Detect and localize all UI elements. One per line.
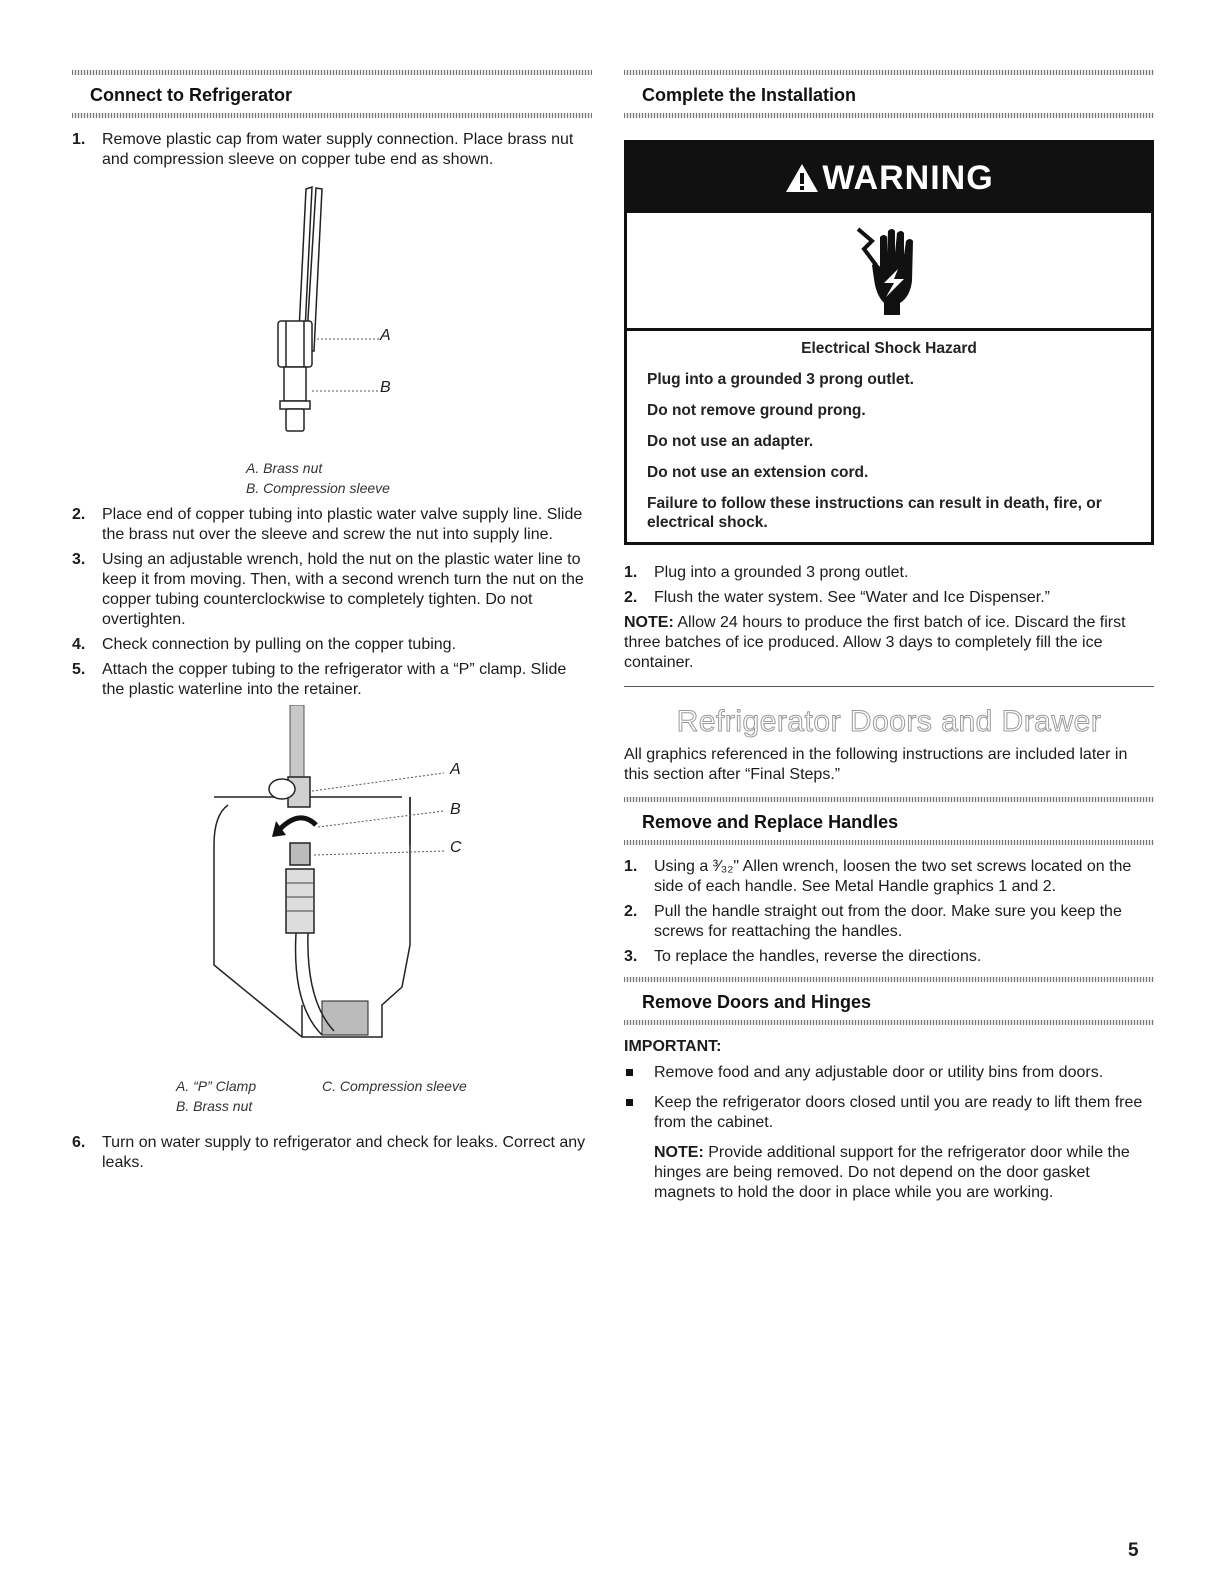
section-rule [72,70,592,75]
section-rule [624,977,1154,982]
warning-title: WARNING [822,158,994,197]
doors-intro: All graphics referenced in the following instructions are included later in this section after “Final Steps.” [624,746,1128,783]
figure1-label-a: A [380,327,391,344]
figure-p-clamp [72,705,592,1125]
page-number: 5 [1128,1540,1139,1561]
step-item: 1. Remove plastic cap from water supply connection. Place brass nut and compression sleeve on copper tube end as shown. [72,131,574,168]
figure1-label-b: B [380,379,391,396]
connect-steps-c [72,1133,592,1173]
warning-icon-row [627,213,1151,331]
handles-steps [624,857,1154,967]
step-item: 5. Attach the copper tubing to the refrigerator with a “P” clamp. Slide the plastic waterline into the retainer. [72,661,567,698]
step-item: 2. Place end of copper tubing into plastic water valve supply line. Slide the brass nut over the sleeve and screw the nut into supply line. [72,506,583,543]
hinges-bullets [624,1063,1154,1133]
doors-drawer-title: Refrigerator Doors and Drawer [676,705,1102,738]
figure2-label-c: C [450,839,462,856]
warning-line: Do not use an adapter. [647,433,814,450]
warning-hazard: Electrical Shock Hazard [801,340,977,357]
figure1-caption-a: A. Brass nut [246,460,323,476]
step-item: 6. Turn on water supply to refrigerator and check for leaks. Correct any leaks. [72,1134,586,1171]
section-rule [624,840,1154,845]
warning-header [627,143,1151,213]
warning-body [627,331,1151,542]
figure2-label-a: A [450,761,461,778]
connect-steps-a [72,130,592,170]
warning-line: Plug into a grounded 3 prong outlet. [647,371,914,388]
connect-steps-b [72,505,592,700]
step-item: 1. Plug into a grounded 3 prong outlet. [624,564,909,581]
warning-box [624,140,1154,545]
right-column [624,70,1154,1203]
section-title-handles: Remove and Replace Handles [642,812,899,832]
tube-nut-illustration [72,179,592,459]
electrical-shock-hand-icon [854,223,924,319]
section-rule [72,113,592,118]
section-title-connect: Connect to Refrigerator [90,85,293,105]
section-rule [624,113,1154,118]
section-title-hinges: Remove Doors and Hinges [642,992,872,1012]
bullet-item: Remove food and any adjustable door or utility bins from doors. [624,1063,1154,1083]
warning-line: Failure to follow these instructions can result in death, fire, or electrical shock. [647,495,1102,531]
note2-paragraph: NOTE: Provide additional support for the refrigerator door while the hinges are being removed. Do not depend on the door gasket magnets to hold the door in place while you are working. [654,1144,1130,1201]
warning-triangle-icon [784,162,820,194]
step-item: 3. To replace the handles, reverse the directions. [624,948,982,965]
bullet-item: Keep the refrigerator doors closed until you are ready to lift them free from the cabinet. [624,1093,1154,1133]
figure1-caption-b: B. Compression sleeve [246,480,390,496]
section-rule [624,1020,1154,1025]
important-label: IMPORTANT: [624,1038,722,1055]
p-clamp-illustration [72,705,592,1075]
figure2-caption-a: A. “P” Clamp [176,1078,257,1094]
figure2-caption-b: B. Brass nut [176,1098,253,1114]
left-column [72,70,592,1178]
divider [624,686,1154,687]
note-paragraph: NOTE: Allow 24 hours to produce the first batch of ice. Discard the first three batches of ice produced. Allow 3 days to completely fill the ice container. [624,614,1126,671]
step-item: 4. Check connection by pulling on the copper tubing. [72,636,457,653]
step-item: 2. Pull the handle straight out from the door. Make sure you keep the screws for reattaching the handles. [624,903,1122,940]
step-item: 1. Using a ³⁄₃₂" Allen wrench, loosen the two set screws located on the side of each handle. See Metal Handle graphics 1 and 2. [624,858,1132,895]
step-item: 2. Flush the water system. See “Water and Ice Dispenser.” [624,589,1051,606]
section-title-complete: Complete the Installation [642,85,857,105]
figure2-label-b: B [450,801,461,818]
figure2-caption-c: C. Compression sleeve [322,1078,467,1094]
section-rule [624,70,1154,75]
section-rule [624,797,1154,802]
complete-steps [624,563,1154,608]
warning-line: Do not use an extension cord. [647,464,869,481]
figure-brass-nut [72,175,592,505]
step-item: 3. Using an adjustable wrench, hold the nut on the plastic water line to keep it from moving. Then, with a second wrench turn the nut on the copper tubing counterclockwise to completely tighten. Do not overtighten. [72,551,584,628]
warning-line: Do not remove ground prong. [647,402,866,419]
